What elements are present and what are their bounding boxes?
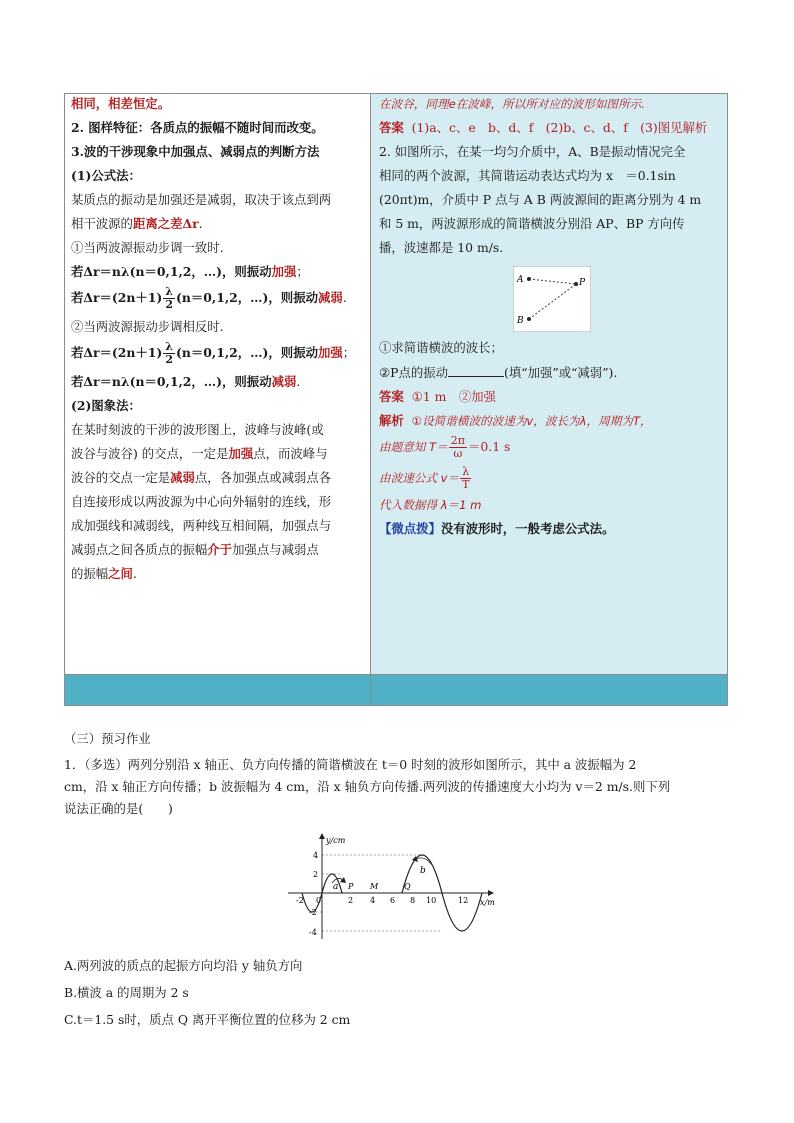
y-tick-4: 4 [313,851,319,860]
content-table [64,93,728,706]
option-a: A.两列波的质点的起振方向均沿 y 轴负方向 [64,958,303,973]
left-line-12: 若Δr＝nλ(n＝0,1,2，…)，则振动减弱. [71,374,301,389]
x-tick-12: 12 [458,896,469,905]
left-line-2: 2. 图样特征：各质点的振幅不随时间而改变。 [71,120,324,135]
x-tick-10: 10 [426,896,437,905]
option-c: C.t＝1.5 s时，质点 Q 离开平衡位置的位移为 2 cm [64,1012,351,1027]
x-tick-neg2: -2 [296,896,304,905]
label-a: A [517,275,524,285]
wave-graph [282,831,502,943]
right-line-3: 2. 如图所示，在某一均匀介质中，A、B是振动情况完全 [379,144,686,159]
right-line-11: 解析 ①设简谐横波的波速为v，波长为λ，周期为T， [379,413,652,428]
table-footer-row [65,674,727,705]
left-line-15: 波谷与波谷) 的交点，一定是加强点，而波峰与 [71,446,328,461]
left-line-5: 某质点的振动是加强还是减弱，取决于该点到两 [71,192,332,207]
x-tick-8: 8 [410,896,416,905]
left-line-18: 成加强线和减弱线，两种线互相间隔，加强点与 [71,518,332,533]
right-line-7: 播，波速都是 10 m/s. [379,240,504,255]
right-line-8: ①求简谐横波的波长； [379,340,503,355]
right-column [371,94,727,674]
right-line-6: 和 5 m，两波源形成的简谐横波分别沿 AP、BP 方向传 [379,216,685,231]
label-b: B [517,316,524,326]
y-axis-label: y/cm [326,836,346,845]
y-tick-neg4: -4 [309,928,317,937]
point-q-label: Q [404,882,411,891]
homework-title: （三）预习作业 [64,731,151,746]
wave-b-label: b [420,866,426,876]
left-column [65,94,371,674]
y-axis-arrow [319,833,325,839]
left-line-6: 相干波源的距离之差Δr. [71,216,203,231]
left-line-1: 相同，相差恒定。 [71,96,171,111]
question-1-line-2: cm，沿 x 轴正方向传播；b 波振幅为 4 cm，沿 x 轴负方向传播.两列波的传播速度大小均为 v＝2 m/s.则下列 [64,779,671,794]
point-m-label: M [370,882,379,891]
x-tick-4: 4 [370,896,376,905]
wave-a-arrowhead [340,877,346,883]
x-axis-arrow [488,890,494,896]
y-tick-2: 2 [313,870,319,879]
line-ap [529,279,576,284]
x-axis-label: x/m [480,898,495,907]
left-line-4: (1)公式法： [71,168,141,183]
left-line-20: 的振幅之间. [71,566,137,581]
y-tick-neg2: -2 [309,908,317,917]
left-line-10: ②当两波源振动步调相反时. [71,319,224,334]
x-tick-0: 0 [316,896,322,905]
left-line-14: 在某时刻波的干涉的波形图上，波峰与波峰(或 [71,422,324,437]
footer-cell-right [371,675,727,705]
right-line-14: 代入数据得 λ＝1 m [379,498,482,512]
option-b: B.横波 a 的周期为 2 s [64,985,189,1000]
right-line-15: 【微点拨】没有波形时，一般考虑公式法。 [379,521,615,536]
right-line-9: ②P点的振动 (填“加强”或“减弱”). [379,365,618,380]
question-1-line-3: 说法正确的是( ) [64,801,173,816]
source-diagram [513,266,591,332]
left-line-13: (2)图象法： [71,398,141,413]
point-p-label: P [348,882,354,891]
x-tick-6: 6 [390,896,396,905]
left-line-3: 3.波的干涉现象中加强点、减弱点的判断方法 [71,144,320,159]
label-p: P [579,278,586,288]
x-tick-2: 2 [348,896,354,905]
right-line-13: 由波速公式 v＝ $\frac{\lambda}{T}$ [379,465,470,491]
right-line-4: 相同的两个波源，其简谐运动表达式均为 x ＝0.1sin [379,168,676,183]
left-line-17: 自连接形成以两波源为中心向外辐射的连线，形 [71,494,332,509]
footer-cell-left [65,675,371,705]
right-line-5: (20πt)m，介质中 P 点与 A B 两波源间的距离分别为 4 m [379,192,702,207]
question-1-line-1: 1．（多选）两列分别沿 x 轴正、负方向传播的简谐横波在 t＝0 时刻的波形如图所示，其中 a 波振幅为 2 [64,757,637,772]
right-line-10: 答案 ①1 m ②加强 [379,389,496,404]
right-line-2: 答案 (1)a、c、e b、d、f (2)b、c、d、f (3)图见解析 [379,120,708,135]
right-line-12: 由题意知 T＝ $\frac{2\pi}{\omega}$ ＝0.1 s [379,434,511,460]
wave-a-label: a [333,882,339,892]
left-line-19: 减弱点之间各质点的振幅介于加强点与减弱点 [71,542,319,557]
blank-line [448,364,504,377]
left-line-11: 若Δr＝(2n＋1) $\frac{\lambda}{2}$ (n＝0,1,2，…)，则振动加强； [71,340,356,366]
left-line-8: 若Δr＝nλ(n＝0,1,2，…)，则振动加强； [71,264,309,279]
line-bp [529,284,576,319]
left-line-9: 若Δr＝(2n＋1) $\frac{\lambda}{2}$ (n＝0,1,2，…)，则振动减弱. [71,285,347,311]
left-line-16: 波谷的交点一定是减弱点，各加强点或减弱点各 [71,470,332,485]
left-line-7: ①当两波源振动步调一致时. [71,240,224,255]
right-line-1: 在波谷，同理e在波峰，所以所对应的波形如图所示. [379,97,645,111]
